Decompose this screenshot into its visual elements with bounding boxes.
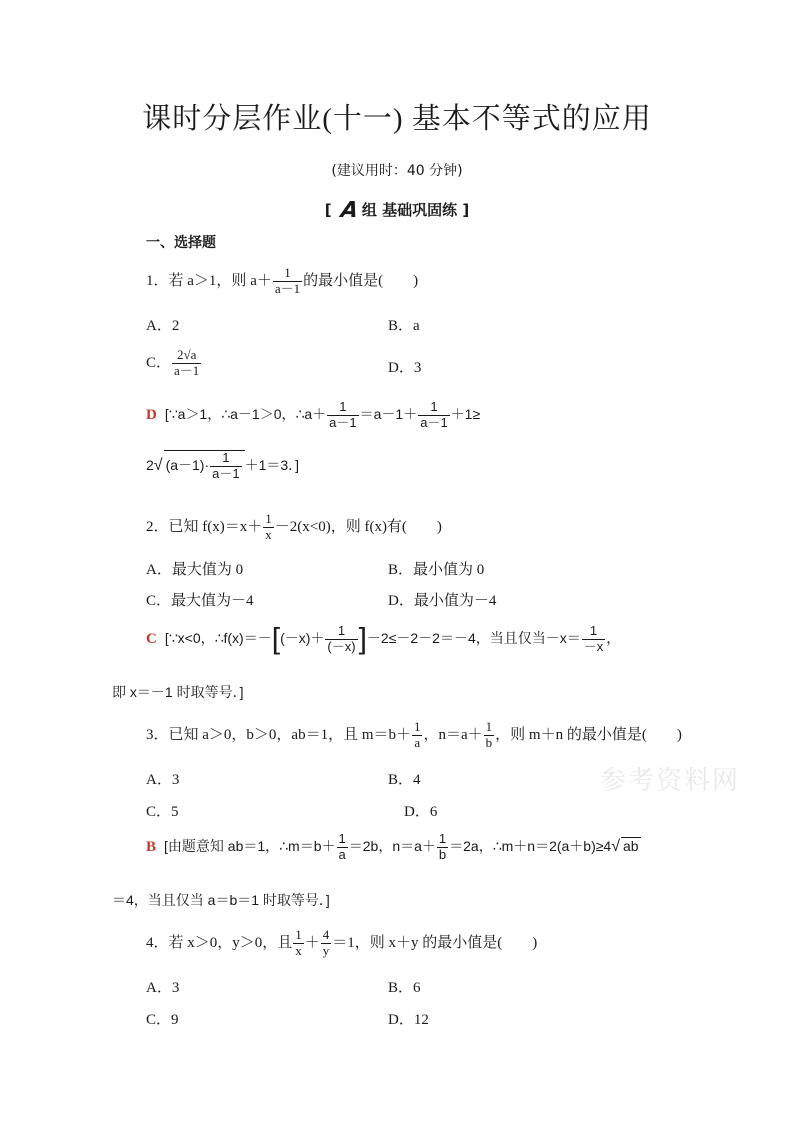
q1-answer-letter: D xyxy=(146,407,157,424)
q2-option-d[interactable]: D．最小值为－4 xyxy=(388,593,497,609)
q3-option-c[interactable]: C．5 xyxy=(146,804,179,820)
q2-answer-line-1: C [∵x<0，∴f(x)＝－[(－x)＋ $\frac{1}{(-x)}$ ]－2≤－2－2＝－4，当且仅当－x＝ $\frac{1}{-x}$ ， xyxy=(146,622,621,656)
question-2: 2．已知 f(x)＝x＋ $\frac{1}{x}$ －2(x<0)，则 f(x)有( ) xyxy=(146,511,442,542)
q3-answer-line-2: ＝4，当且仅当 a＝b＝1 时取等号．] xyxy=(112,892,330,908)
q2-answer-letter: C xyxy=(146,631,157,648)
q2-option-c[interactable]: C．最大值为－4 xyxy=(146,593,254,609)
q1-answer-line-1: D [∵a＞1，∴a－1＞0，∴a＋ $\frac{1}{a-1}$ ＝a－1＋ $\frac{1}{a-1}$ ＋1≥ xyxy=(146,399,481,430)
suggested-time: (建议用时：40 分钟) xyxy=(331,163,463,179)
q1-fraction: $\frac{1}{a-1}$ xyxy=(274,265,301,296)
q3-option-a[interactable]: A．3 xyxy=(146,772,180,788)
group-bracket-open: [ xyxy=(324,201,332,219)
q2-answer-line-2: 即 x＝－1 时取等号．] xyxy=(112,684,244,700)
q4-option-c[interactable]: C．9 xyxy=(146,1012,179,1028)
group-heading xyxy=(0,198,794,223)
q2-option-b[interactable]: B．最小值为 0 xyxy=(388,562,485,578)
q1-option-a[interactable]: A．2 xyxy=(146,318,180,334)
q3-option-b[interactable]: B．4 xyxy=(388,772,421,788)
page-title: 课时分层作业(十一) 基本不等式的应用 xyxy=(142,103,652,135)
group-bracket-close: ] xyxy=(462,201,470,219)
q2-option-a[interactable]: A．最大值为 0 xyxy=(146,562,244,578)
group-label: 组 基础巩固练 xyxy=(361,201,458,219)
q1-suffix: 的最小值是( ) xyxy=(303,272,419,289)
q1-option-c[interactable]: C． $\frac{2√a}{a-1}$ xyxy=(146,347,200,378)
question-1 xyxy=(146,266,418,297)
watermark: 参考资料网 xyxy=(600,766,741,796)
q3-answer-letter: B xyxy=(146,839,157,856)
q1-expr: a＋ xyxy=(250,272,272,289)
q1-condition: a＞1，则 xyxy=(187,272,251,289)
q1-option-d[interactable]: D．3 xyxy=(388,360,422,376)
q1-answer-line-2: 2√ (a－1)· $\frac{1}{a-1}$ ＋1＝3．] xyxy=(146,450,300,481)
q1-option-b[interactable]: B．a xyxy=(388,318,420,334)
q1-prefix: 1．若 xyxy=(146,272,188,289)
q3-answer-line-1: B [由题意知 ab＝1，∴m＝b＋ $\frac{1}{a}$ ＝2b，n＝a＋ $\frac{1}{b}$ ＝2a，∴m＋n＝2(a＋b)≥4√ ab xyxy=(146,831,639,862)
question-3: 3．已知 a＞0，b＞0，ab＝1，且 m＝b＋ $\frac{1}{a}$ ，n＝a＋ $\frac{1}{b}$ ，则 m＋n 的最小值是( ) xyxy=(146,719,682,750)
group-badge: A xyxy=(339,198,360,223)
question-4: 4．若 x＞0，y＞0，且 $\frac{1}{x}$ ＋ $\frac{4}{y}$ ＝1，则 x＋y 的最小值是( ) xyxy=(146,927,538,958)
q4-option-b[interactable]: B．6 xyxy=(388,980,421,996)
q4-option-d[interactable]: D．12 xyxy=(388,1012,429,1028)
q4-option-a[interactable]: A．3 xyxy=(146,980,180,996)
q3-option-d[interactable]: D．6 xyxy=(404,804,438,820)
section-heading: 一、选择题 xyxy=(146,235,216,251)
